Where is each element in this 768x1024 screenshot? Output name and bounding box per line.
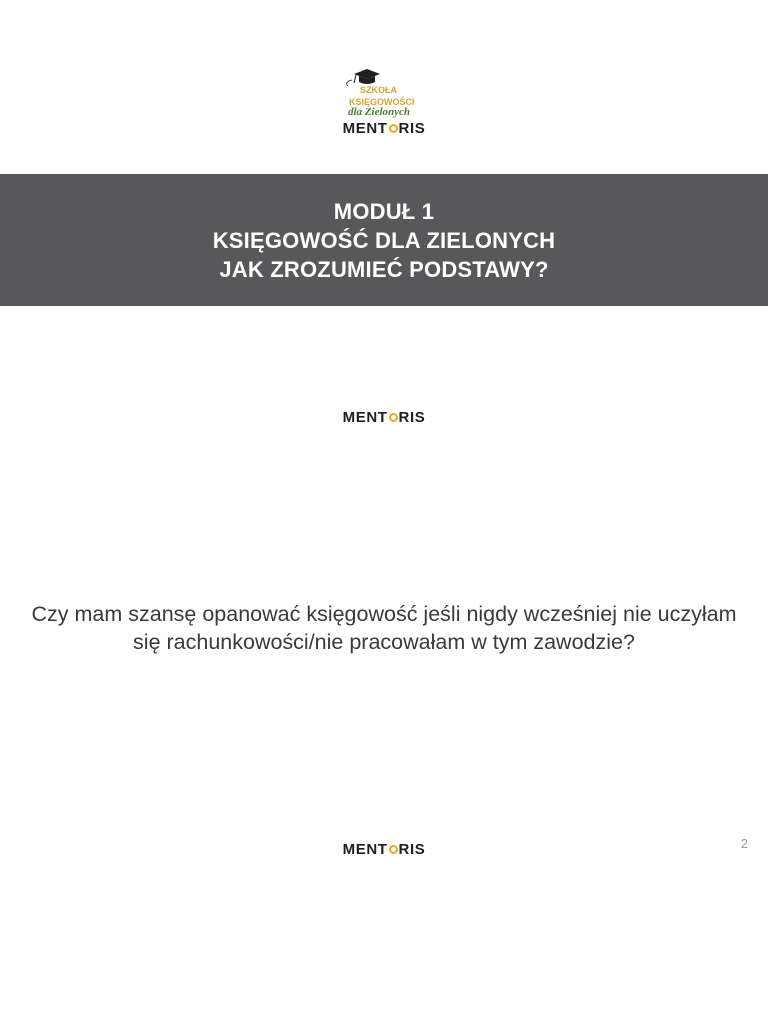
brand-prefix: MENT	[342, 841, 388, 858]
brand-o-icon	[389, 845, 398, 854]
brand-prefix: MENT	[342, 409, 388, 426]
logo-line-1: SZKOŁA	[360, 85, 397, 95]
logo-line-2: KSIĘGOWOŚCI	[349, 97, 415, 107]
school-logo	[334, 64, 434, 140]
mentoris-logo-top	[0, 120, 768, 138]
banner-line-2: KSIĘGOWOŚĆ DLA ZIELONYCH	[212, 227, 556, 253]
graduation-cap-icon	[347, 69, 380, 86]
brand-o-icon	[389, 124, 398, 133]
banner-line-3: JAK ZROZUMIEĆ PODSTAWY?	[219, 256, 549, 282]
question-text: Czy mam szansę opanować księgowość jeśli nigdy wcześniej nie uczyłam się rachunkowości/nie pracowałam w tym zawodzie?	[31, 602, 737, 654]
brand-o-icon	[389, 413, 398, 422]
brand-suffix: RIS	[398, 409, 426, 426]
mentoris-logo-bottom	[0, 841, 768, 859]
banner-line-1: MODUŁ 1	[333, 198, 435, 224]
brand-suffix: RIS	[398, 841, 426, 858]
logo-line-3: dla Zielonych	[348, 106, 411, 118]
module-title-banner	[0, 174, 768, 306]
brand-suffix: RIS	[398, 120, 426, 137]
page-number: 2	[740, 836, 748, 851]
brand-prefix: MENT	[342, 120, 388, 137]
mentoris-logo-middle	[0, 409, 768, 427]
